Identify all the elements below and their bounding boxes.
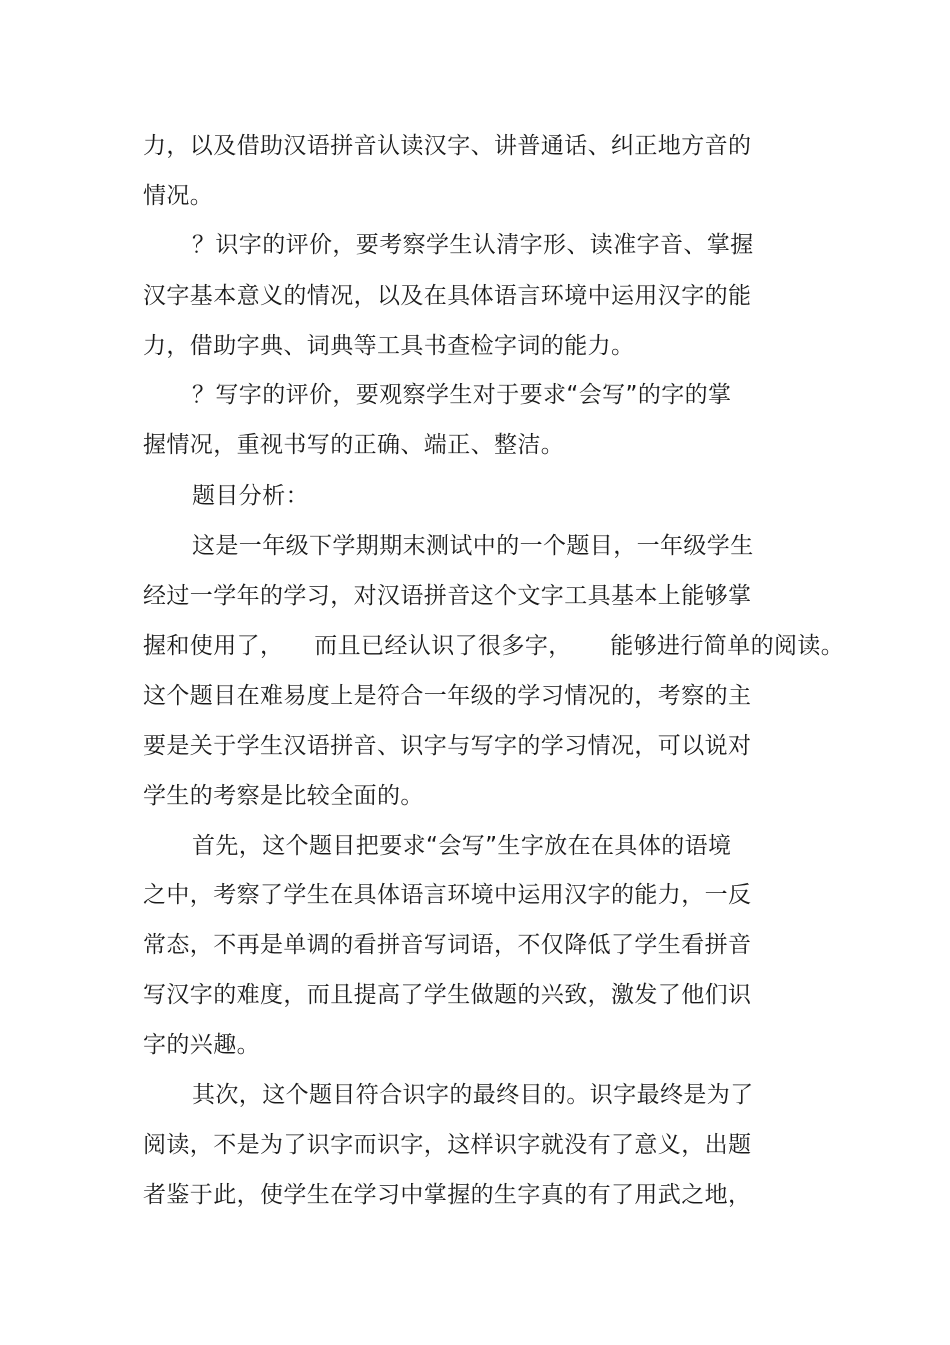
- text-line: ？识字的评价，要考察学生认清字形、读准字音、掌握: [192, 232, 754, 258]
- text-line: 常态，不再是单调的看拼音写词语，不仅降低了学生看拼音: [143, 932, 752, 958]
- text-line: 写汉字的难度，而且提高了学生做题的兴致，激发了他们识: [143, 982, 752, 1008]
- text-line: 力，以及借助汉语拼音认读汉字、讲普通话、纠正地方音的: [143, 133, 752, 159]
- text-line: 首先，这个题目把要求“会写”生字放在在具体的语境: [192, 833, 732, 859]
- text-line: 经过一学年的学习，对汉语拼音这个文字工具基本上能够掌: [143, 583, 752, 609]
- text-line: 阅读，不是为了识字而识字，这样识字就没有了意义，出题: [143, 1132, 752, 1158]
- text-line: 学生的考察是比较全面的。: [143, 783, 424, 809]
- text-line: 握情况，重视书写的正确、端正、整洁。: [143, 432, 565, 458]
- section-heading: 题目分析：: [192, 483, 309, 509]
- text-line: 握和使用了， 而且已经认识了很多字， 能够进行简单的阅读。: [143, 633, 845, 659]
- text-line: 情况。: [143, 183, 214, 209]
- text-line: 汉字基本意义的情况，以及在具体语言环境中运用汉字的能: [143, 283, 752, 309]
- text-line: 者鉴于此，使学生在学习中掌握的生字真的有了用武之地，: [143, 1182, 752, 1208]
- text-line: 力，借助字典、词典等工具书查检字词的能力。: [143, 333, 635, 359]
- text-line: 其次，这个题目符合识字的最终目的。识字最终是为了: [192, 1082, 754, 1108]
- text-line: 这是一年级下学期期末测试中的一个题目，一年级学生: [192, 533, 754, 559]
- text-line: 要是关于学生汉语拼音、识字与写字的学习情况，可以说对: [143, 733, 752, 759]
- text-line: ？写字的评价，要观察学生对于要求“会写”的字的掌: [192, 382, 732, 408]
- text-line: 字的兴趣。: [143, 1032, 260, 1058]
- text-line: 之中，考察了学生在具体语言环境中运用汉字的能力，一反: [143, 882, 752, 908]
- text-line: 这个题目在难易度上是符合一年级的学习情况的，考察的主: [143, 683, 752, 709]
